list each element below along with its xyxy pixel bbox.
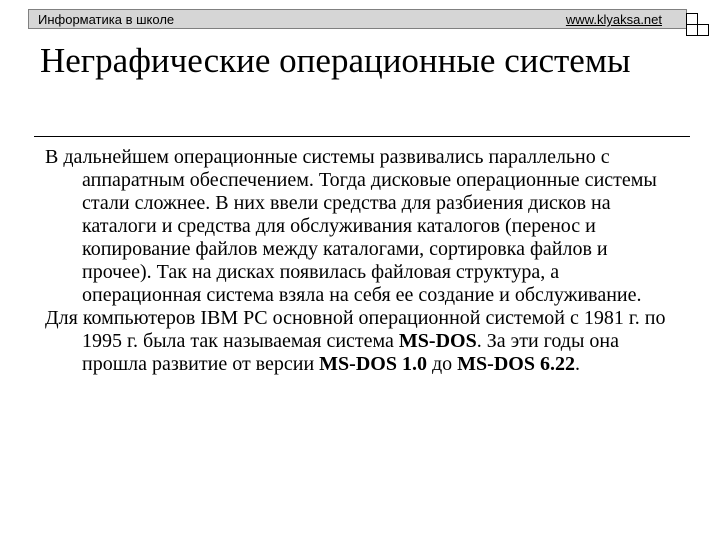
header-bar <box>28 9 687 29</box>
page-title: Неграфические операционные системы <box>40 41 631 80</box>
header-website-link[interactable]: www.klyaksa.net <box>565 12 662 27</box>
ms-dos-term: MS-DOS <box>398 330 477 352</box>
title-divider <box>34 136 690 137</box>
ms-dos-first-version: MS-DOS 1.0 <box>319 353 427 375</box>
paragraph-2 <box>45 307 675 376</box>
body-text <box>45 146 675 376</box>
ms-dos-last-version: MS-DOS 6.22 <box>457 353 575 375</box>
decorative-square-icon <box>697 24 709 36</box>
paragraph-1: В дальнейшем операционные системы развивались параллельно с аппаратным обеспечением. Тогда дисковые операционные системы стали сложнее. В них ввели средства для разбиения дисков на каталоги и средства для обслуживания каталогов (перенос и копирование файлов между каталогами, сортировка файлов и прочее). Так на дисках появилась файловая структура, а операционная система взяла на себя ее создание и обслуживание. <box>45 146 657 306</box>
paragraph-2-text-4: . <box>574 353 580 375</box>
paragraph-2-text-3: до <box>426 353 458 375</box>
paragraph-2-text-2: . За эти годы она прошла развитие от версии <box>82 330 619 375</box>
paragraph-2-text-1: Для компьютеров IBM PC основной операционной системой с 1981 г. по 1995 г. была так называемая система <box>45 307 666 352</box>
header-course-title: Информатика в школе <box>38 12 175 27</box>
